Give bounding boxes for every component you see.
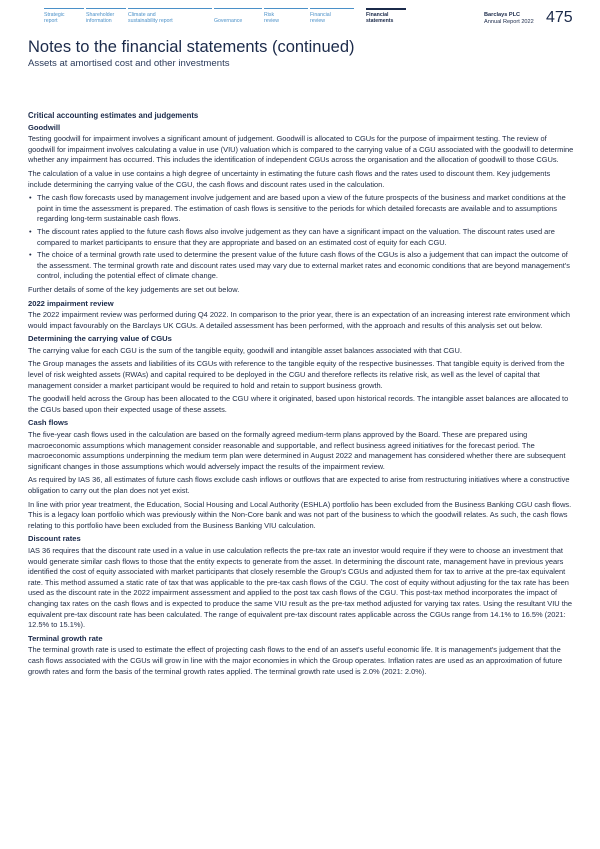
nav-governance[interactable]: Governance (214, 12, 242, 25)
paragraph: Further details of some of the key judgements are set out below. (28, 284, 240, 294)
paragraph: The terminal growth rate is used to estimate the effect of projecting cash flows to the end of an asset's useful economic life. It is management's judgement that the cash flows associated with the CGUs will grow in line with the major economies in which the Group operates. Inflation rates are used as an approximation of future growth rates and form the basis of the terminal growth rates applied. The terminal growth rate used is 2.0% (2021: 2.0%). (28, 645, 563, 676)
list-item: • The cash flow forecasts used by management involve judgement and are based upon a view of the future prospects of the business and market conditions at the point in time the assessment is prepared. The estimation of cash flows is sensitive to the periods for which detailed forecasts are available and to assumptions regarding long-term sustainable cash flows. (28, 193, 575, 225)
page-number: 475 (546, 9, 573, 26)
goodwill-heading: Goodwill (28, 122, 61, 132)
judgement-list (28, 193, 575, 282)
paragraph: In line with prior year treatment, the Education, Social Housing and Local Authority (ESHLA) portfolio has been excluded from the Business Banking CGU cash flows. This is a legacy loan portfolio which was previously within the Non-Core bank and was not part of the business to which the goodwill relates. As such, the cash flows relating to this portfolio have been excluded from the Business Banking VIU calculation. (28, 499, 572, 530)
list-item: • The discount rates applied to the future cash flows also involve judgement as they can have a significant impact on the valuation. The discount rates used are compared to market participants to ensure that they are appropriate and based on an estimated cost of equity for each CGU. (28, 227, 575, 248)
paragraph: IAS 36 requires that the discount rate used in a value in use calculation reflects the pre-tax rate an investor would require if they were to choose an investment that would generate similar cash flows to those that the entity expects to generate from the asset. In determining the discount rate, management have in previous years identified the cost of equity associated with market participants that closely resemble the Group's CGUs and adjusted them for tax to arrive at the pre-tax equivalent rate. This method assumed a static rate of tax that was applicable to the pre-tax cash flows of the CGU. The cost of equity without adjusting for the tax rate has been used as the discount rate in the 2022 impairment assessment and applied to the post tax cash flows of the CGU. This post-tax method incorporates the impact of changing tax rates on the cash flows and is expected to produce the same VIU result as the pre-tax method adjusted for varying tax rates. Using the resultant VIU the equivalent pre-tax discount rate has been calculated. The range of equivalent pre-tax discount rates applicable across the CGUs range from 14.1% to 16.5% (2021: 12.5% to 15.1%). (28, 545, 573, 630)
paragraph: As required by IAS 36, all estimates of future cash flows exclude cash inflows or outflows that are expected to arise from restructuring initiatives where a constructive obligation to carry out the plan does not yet exist. (28, 475, 570, 495)
report-name: Annual Report 2022 (484, 18, 534, 25)
terminal-growth-heading: Terminal growth rate (28, 633, 103, 643)
section-heading: Critical accounting estimates and judgements (28, 111, 199, 120)
carrying-value-heading: Determining the carrying value of CGUs (28, 334, 172, 344)
nav-financial-statements[interactable]: Financial statements (366, 12, 393, 25)
paragraph: The calculation of a value in use contains a high degree of uncertainty in estimating the future cash flows and the rates used to discount them. Key judgements include determining the carrying value of the CGU, the cash flows and discount rates used in the calculation. (28, 168, 551, 189)
impairment-review-heading: 2022 impairment review (28, 298, 114, 308)
nav-shareholder-information[interactable]: Shareholder information (86, 12, 114, 25)
paragraph: The 2022 impairment review was performed during Q4 2022. In comparison to the prior year, there is an expectation of an increasing interest rate environment which would impact favourably on the Barclays UK CGUs. A detailed assessment has been performed, with the approach and results of this analysis set out below. (28, 310, 570, 330)
paragraph: Testing goodwill for impairment involves a significant amount of judgement. Goodwill is allocated to CGUs for the purpose of impairment testing. The review of goodwill for impairment involves calculating a value in use (VIU) valuation which is compared to the carrying value of a CGU associated with the goodwill to determine whether any impairment has occurred. This includes the identification of independent CGUs across the organisation and the allocation of goodwill to those CGUs. (28, 134, 574, 165)
paragraph: The Group manages the assets and liabilities of its CGUs with reference to the tangible equity of the respective businesses. That tangible equity is derived from the level of risk weighted assets (RWAs) and capital required to be deployed in the CGU and therefore reflects its relative risk, as well as the level of capital that management consider a market participant would be required to hold and retain to support business growth. (28, 359, 565, 390)
page-subtitle: Assets at amortised cost and other investments (28, 58, 230, 69)
top-navigation (44, 9, 580, 32)
company-name: Barclays PLC (484, 12, 521, 18)
report-brand (484, 12, 534, 25)
nav-risk-review[interactable]: Risk review (264, 12, 279, 25)
paragraph: The goodwill held across the Group has been allocated to the CGU where it originated, based upon historical records. The intangible asset balances are allocated to the CGUs based upon their expected usage of these assets. (28, 394, 569, 414)
paragraph: The carrying value for each CGU is the sum of the tangible equity, goodwill and intangible asset balances associated with that CGU. (28, 345, 462, 355)
document-body (28, 111, 575, 680)
page-title: Notes to the financial statements (continued) (28, 38, 355, 56)
discount-rates-heading: Discount rates (28, 534, 81, 544)
nav-financial-review[interactable]: Financial review (310, 12, 331, 25)
cash-flows-heading: Cash flows (28, 418, 69, 428)
paragraph: The five-year cash flows used in the calculation are based on the formally agreed medium-term plans approved by the Board. These are prepared using macroeconomic assumptions which management consider reasonable and supportable, and reflect business agreed initiatives for the forecast period. The macroeconomic assumptions underpinning the medium term plan were determined in August 2022 and management has considered whether there are subsequent significant changes in those assumptions which would adversely impact the results of the impairment review. (28, 430, 566, 471)
nav-climate-sustainability-report[interactable]: Climate and sustainability report (128, 12, 173, 25)
nav-strategic-report[interactable]: Strategic report (44, 12, 64, 25)
list-item: • The choice of a terminal growth rate used to determine the present value of the future cash flows of the CGUs is also a judgement that can impact the outcome of the assessment. The terminal growth rate and discount rates used may vary due to external market rates and economic conditions that are beyond management's control, including the potential effect of climate change. (28, 250, 575, 282)
